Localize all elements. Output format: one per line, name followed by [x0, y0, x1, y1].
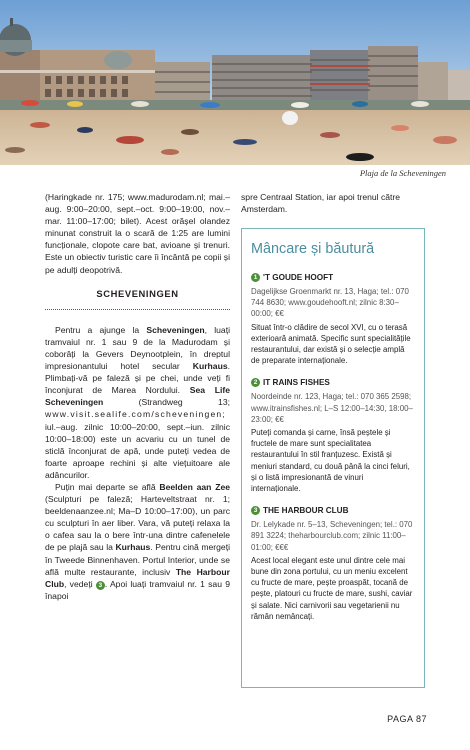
continuation-paragraph: spre Centraal Station, iar apoi trenul către Amsterdam. [241, 192, 401, 215]
restaurant-description: Puteți comanda și carne, însă peștele și fructele de mare sunt specialitatea restaurantului în stil franțuzesc. Există și meniuri standard, cu două până la cinci feluri, și o listă impresionantă de vinuri internaționale. [251, 428, 410, 494]
restaurant-name: 2 IT RAINS FISHES [251, 378, 415, 387]
number-badge: 3 [251, 506, 260, 515]
restaurant-entry [251, 506, 415, 622]
beach-photo [0, 0, 470, 165]
restaurant-info: Dagelijkse Groenmarkt nr. 13, Haga; tel.: 070 744 8630; www.goudehooft.nl; zilnic 8:30–00:00; €€ [251, 287, 409, 319]
restaurant-description: Situat într-o clădire de secol XVI, cu o terasă exterioară animată. Specific sunt specialitățile restaurantului, dar există și o selecție amplă de preparate internaționale. [251, 322, 411, 366]
restaurant-entry [251, 273, 415, 366]
scheveningen-paragraph: Pentru a ajunge la Scheveningen, luați tramvaiul nr. 1 sau 9 de la Madurodam și coborâți la Gevers Deynootplein, în dreptul impresionantului hotel secular Kurhaus. Plimbați-vă pe faleză și pe chei, unde veți fi înconjurat de Marea Nordului. Sea Life Scheveningen (Strandweg 13; www.visit.sealife.com/scheveningen; iul.–aug. zilnic 10:00–20:00, sept.–iun. zilnic 10:00–18:00) este un acvariu cu un tunel de sticlă înconjurat de apă, unde puteți vedea de foarte aproape rechini și alte viețuitoare ale adâncurilor. [45, 324, 230, 480]
photo-caption: Plaja de la Scheveningen [359, 168, 446, 178]
restaurant-description: Acest local elegant este unul dintre cele mai bune din zona portului, cu un meniu excelent cu fructe de mare, pește proaspăt, tocană de pește, platouri cu fructe de mare, sushi, caviar și salate. Nici carnivorii sau vegetarienii nu rămân nemâncați. [251, 555, 413, 621]
number-badge: 2 [251, 378, 260, 387]
restaurant-name: 1 'T GOUDE HOOFT [251, 273, 415, 282]
restaurant-name: 3 THE HARBOUR CLUB [251, 506, 415, 515]
beelden-paragraph: Puțin mai departe se află Beelden aan Zee (Sculpturi pe faleză; Harteveltstraat nr. 1; beeldenaanzee.nl; Ma–D 10:00–17:00), un parc cu sculpturi în aer liber. Vara, vă puteți relaxa la o cafea sau la o bere într-una dintre cafenelele de pe plajă sau la Kurhaus. Pentru cină mergeți în Tweede Binnenhaven. Portul Interior, unde se află multe restaurante, inclusiv The Harbour Club, vedeți 3 . Apoi luați tramvaiul nr. 1 sau 9 înapoi [45, 481, 231, 601]
reference-badge-3: 3 [96, 581, 105, 590]
restaurant-info: Noordeinde nr. 123, Haga; tel.: 070 365 2598; www.itrainsfishes.nl; L–S 12:00–14:30, 18:00–23:00; €€ [251, 392, 413, 424]
intro-paragraph: (Haringkade nr. 175; www.madurodam.nl; mai.–aug. 9:00–20:00, sept.–oct. 9:00–19:00, nov.–mar. 11:00–17:00; bilet). Acest orășel olandez minunat construit la o scară de 1:25 are lumini funcționale, clopote care bat, avioane și trenuri. Este un obiectiv turistic care îi încântă pe copii și pe adulți deopotrivă. [45, 192, 230, 275]
restaurant-entry [251, 378, 415, 494]
section-heading: SCHEVENINGEN [45, 288, 230, 310]
sidebar-title: Mâncare și băutură [251, 241, 375, 257]
left-column [45, 191, 230, 602]
page-number: PAGA 87 [387, 714, 427, 724]
sealife-url: www.visit.sealife.com/scheveningen [45, 409, 223, 420]
food-drink-sidebar [241, 228, 425, 688]
restaurant-info: Dr. Lelykade nr. 5–13, Scheveningen; tel.: 070 891 3224; theharbourclub.com; zilnic 11:00–01:00; €€€ [251, 520, 413, 552]
number-badge: 1 [251, 273, 260, 282]
right-column-continuation [241, 191, 431, 215]
